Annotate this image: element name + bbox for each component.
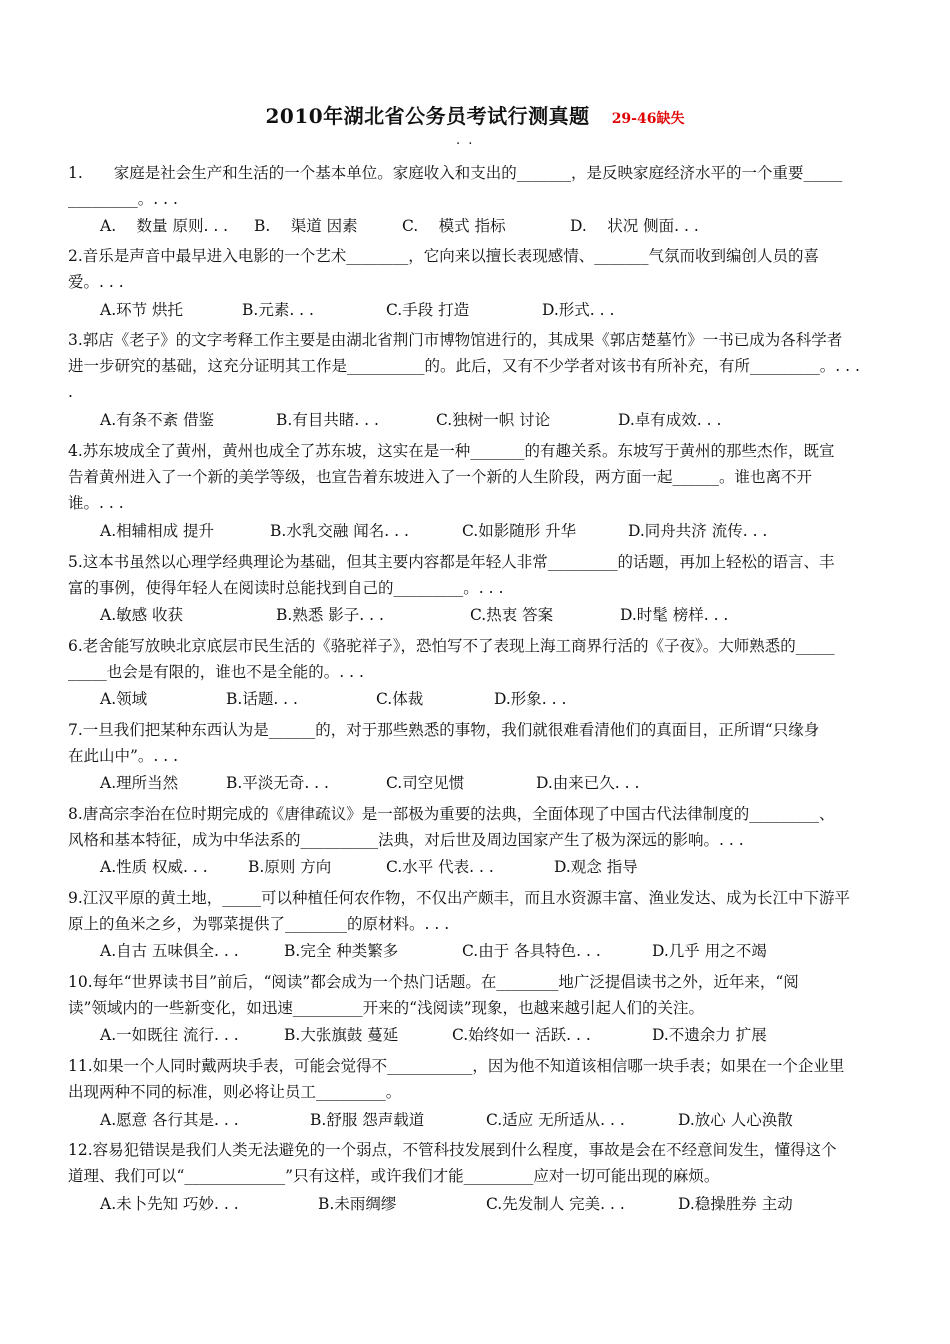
question-line: 10.每年“世界读书目”前后，“阅读”都会成为一个热门话题。在________地广泛提倡读书之外，近年来，“阅 [68,973,799,991]
question-12 [68,1137,898,1189]
question-line: _________。. . . [68,190,178,208]
options-3 [100,407,890,433]
question-7 [68,717,898,769]
question-line: 出现两种不同的标准，则必将让员工_________。 [68,1083,402,1101]
question-line: 7.一旦我们把某种东西认为是______的，对于那些熟悉的事物，我们就很难看清他们的真面目，正所谓“只缘身 [68,721,820,739]
options-5 [100,602,890,628]
question-line: 4.苏东坡成全了黄州，黄州也成全了苏东坡，这实在是一种_______的有趣关系。东坡写于黄州的那些杰作，既宣 [68,442,835,460]
options-7 [100,770,890,796]
question-line: 11.如果一个人同时戴两块手表，可能会觉得不___________，因为他不知道该相信哪一块手表；如果在一个企业里 [68,1057,845,1075]
question-line: 进一步研究的基础，这充分证明其工作是__________的。此后，又有不少学者对该书有所补充，有所_________。. . . [68,357,860,375]
option-d: D.观念 指导 [554,858,638,876]
options-10 [100,1022,890,1048]
question-line: 5.这本书虽然以心理学经典理论为基础，但其主要内容都是年轻人非常_________的话题，再加上轻松的语言、丰 [68,553,835,571]
question-line: 2.音乐是声音中最早进入电影的一个艺术________，它向来以擅长表现感情、_______气氛而收到编创人员的喜 [68,247,820,265]
option-a: A.愿意 各行其是. . . [100,1111,239,1129]
question-8 [68,801,898,853]
option-c: C.如影随形 升华 [462,522,577,540]
option-a: A.有条不紊 借鉴 [100,411,215,429]
title-dots: . . [456,133,475,148]
question-10 [68,969,898,1021]
options-6 [100,686,890,712]
option-c: C.司空见惯 [386,774,465,792]
question-line: 3.郭店《老子》的文字考释工作主要是由湖北省荆门市博物馆进行的，其成果《郭店楚墓竹》一书已成为各科学者 [68,331,843,349]
option-a: A.未卜先知 巧妙. . . [100,1195,239,1213]
option-c: C.独树一帜 讨论 [436,411,551,429]
option-c: C.水平 代表. . . [386,858,494,876]
question-line: 1. 家庭是社会生产和生活的一个基本单位。家庭收入和支出的_______，是反映家庭经济水平的一个重要_____ [68,164,843,182]
option-d: D.放心 人心涣散 [678,1111,793,1129]
title-text: 2010年湖北省公务员考试行测真题 [265,104,590,128]
option-d: D.形象. . . [494,690,567,708]
option-b: B.水乳交融 闻名. . . [270,522,409,540]
options-12 [100,1191,890,1217]
option-b: B.大张旗鼓 蔓延 [284,1026,399,1044]
question-6 [68,633,898,685]
option-a: A. 数量 原则. . . [100,217,229,235]
option-b: B.话题. . . [226,690,298,708]
options-9 [100,938,890,964]
option-d: D. 状况 侧面. . . [570,217,699,235]
question-line: 爱。. . . [68,273,124,291]
question-line: 读”领域内的一些新变化，如迅速_________开来的“浅阅读”现象，也越来越引起人们的关注。 [68,999,705,1017]
option-b: B.完全 种类繁多 [284,942,399,960]
option-b: B.熟悉 影子. . . [276,606,384,624]
option-c: C.适应 无所适从. . . [486,1111,625,1129]
option-a: A.自古 五味俱全. . . [100,942,239,960]
question-line: 9.江汉平原的黄土地，_____可以种植任何农作物，不仅出产颇丰，而且水资源丰富、渔业发达、成为长江中下游平 [68,889,851,907]
page-title [0,100,950,129]
option-c: C.先发制人 完美. . . [486,1195,625,1213]
missing-note: 29-46缺失 [611,111,685,127]
question-line: 风格和基本特征，成为中华法系的__________法典，对后世及周边国家产生了极为深远的影响。. . . [68,831,744,849]
question-line: 原上的鱼米之乡，为鄂菜提供了________的原材料。. . . [68,915,450,933]
option-d: D.几乎 用之不竭 [652,942,767,960]
options-1 [100,213,890,239]
option-d: D.由来已久. . . [536,774,640,792]
option-d: D.形式. . . [542,301,615,319]
question-line: 8.唐高宗李治在位时期完成的《唐律疏议》是一部极为重要的法典，全面体现了中国古代法律制度的_________、 [68,805,835,823]
options-4 [100,518,890,544]
question-line: 谁。. . . [68,494,124,512]
option-b: B.舒服 怨声载道 [310,1111,425,1129]
option-d: D.时髦 榜样. . . [620,606,729,624]
option-a: A.环节 烘托 [100,301,184,319]
options-11 [100,1107,890,1133]
question-3 [68,327,898,405]
question-line: 告着黄州进入了一个新的美学等级，也宣告着东坡进入了一个新的人生阶段，两方面一起______。谁也离不开 [68,468,813,486]
question-11 [68,1053,898,1105]
question-1 [68,160,898,212]
option-a: A.一如既往 流行. . . [100,1026,239,1044]
question-4 [68,438,898,516]
option-d: D.同舟共济 流传. . . [628,522,768,540]
option-a: A.敏感 收获 [100,606,184,624]
question-2 [68,243,898,295]
option-d: D.卓有成效. . . [618,411,722,429]
option-c: C.手段 打造 [386,301,470,319]
option-d: D.不遗余力 扩展 [652,1026,767,1044]
options-2 [100,297,890,323]
option-a: A.理所当然 [100,774,179,792]
option-c: C. 模式 指标 [402,217,506,235]
question-line: 6.老舍能写放映北京底层市民生活的《骆驼祥子》，恐怕写不了表现上海工商界行活的《子夜》。大师熟悉的_____ [68,637,835,655]
option-c: C.热衷 答案 [470,606,554,624]
option-b: B. 渠道 因素 [254,217,358,235]
question-9 [68,885,898,937]
option-c: C.始终如一 活跃. . . [452,1026,591,1044]
option-b: B.未雨绸缪 [318,1195,397,1213]
option-c: C.由于 各具特色. . . [462,942,601,960]
question-line: . [68,383,73,401]
question-line: 道理、我们可以“_____________”只有这样，或许我们才能_________应对一切可能出现的麻烦。 [68,1167,720,1185]
option-c: C.体裁 [376,690,424,708]
question-line: _____也会是有限的，谁也不是全能的。. . . [68,663,364,681]
question-line: 在此山中”。. . . [68,747,179,765]
option-b: B.平淡无奇. . . [226,774,329,792]
question-5 [68,549,898,601]
option-d: D.稳操胜券 主动 [678,1195,793,1213]
option-b: B.元素. . . [242,301,314,319]
option-a: A.领域 [100,690,148,708]
option-a: A.相辅相成 提升 [100,522,215,540]
option-b: B.有目共睹. . . [276,411,379,429]
options-8 [100,854,890,880]
question-line: 12.容易犯错误是我们人类无法避免的一个弱点，不管科技发展到什么程度，事故是会在不经意间发生，懂得这个 [68,1141,837,1159]
question-line: 富的事例，使得年轻人在阅读时总能找到自己的_________。. . . [68,579,504,597]
option-a: A.性质 权威. . . [100,858,208,876]
option-b: B.原则 方向 [248,858,332,876]
